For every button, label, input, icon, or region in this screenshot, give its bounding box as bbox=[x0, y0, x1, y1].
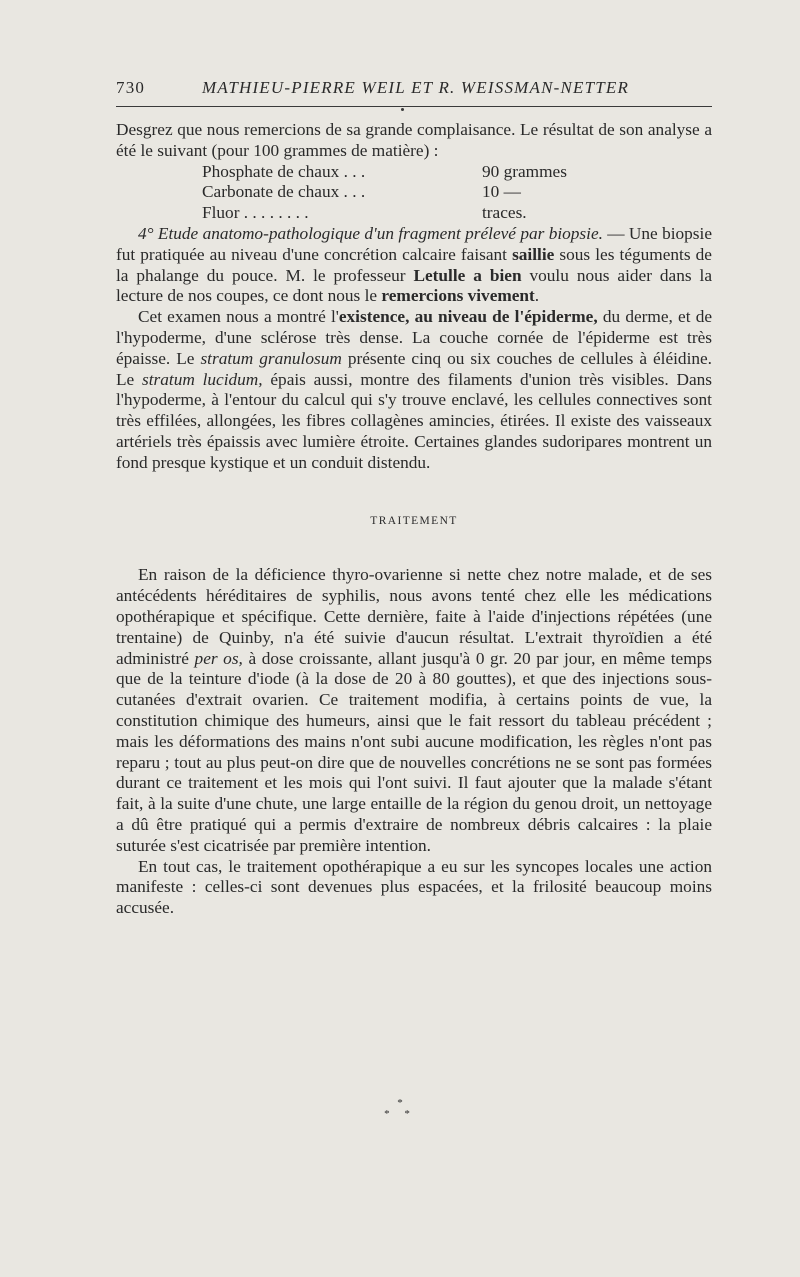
substance-quantity: 90 grammes bbox=[482, 161, 567, 181]
exam-italic-text: stratum lucidum, bbox=[142, 369, 263, 389]
biopsy-text: sous les téguments de la phalange du pouce. M. le professeur bbox=[116, 244, 712, 285]
body-text bbox=[116, 120, 712, 919]
biopsy-text: voulu nous aider dans la lecture de nos coupes, ce dont nous le bbox=[116, 265, 712, 306]
section-heading-traitement: TRAITEMENT bbox=[370, 514, 458, 527]
section-title: Etude anatomo-pathologique d'un fragment prélevé par biopsie. bbox=[157, 223, 603, 243]
exam-text: présente cinq ou six couches de cellules à éléidine. Le bbox=[116, 348, 713, 389]
treatment-paragraph bbox=[116, 565, 712, 856]
conclusion-paragraph: En tout cas, le traitement opothérapique a eu sur les syncopes locales une action manifeste : celles-ci sont devenues plus espacées, et la frilosité beaucoup moins accusée. bbox=[116, 856, 712, 918]
asterism-ornament bbox=[0, 1098, 800, 1120]
biopsy-text: . bbox=[534, 286, 540, 306]
substance-quantity: traces. bbox=[482, 203, 527, 223]
header-rule bbox=[116, 106, 712, 107]
exam-bold-text: existence, au niveau de l'épiderme, bbox=[338, 307, 598, 327]
biopsy-paragraph bbox=[116, 224, 712, 307]
running-title: MATHIEU-PIERRE WEIL ET R. WEISSMAN-NETTER bbox=[202, 78, 630, 97]
analysis-table bbox=[202, 162, 567, 224]
treatment-text: En raison de la déficience thyro-ovarienne si nette chez notre malade, et de ses antécédents héréditaires de syphilis, nous avons tenté chez elle les médications opothérapique et spécifique. Cette dernière, faite à l'aide d'injections répétées (une trentaine) de Quinby, n'a été suivie d'aucun résultat. L'extrait thyroïdien a été administré bbox=[116, 565, 712, 668]
asterism-top: * bbox=[397, 1097, 403, 1109]
biopsy-bold-text: Letulle a bien bbox=[413, 265, 522, 285]
exam-text: du derme, et de l'hypoderme, d'une sclérose très dense. La couche cornée de l'épiderme est très épaisse. Le bbox=[116, 307, 713, 368]
substance-name: Fluor . . . . . . . . bbox=[202, 203, 309, 223]
substance-name: Carbonate de chaux . . . bbox=[202, 182, 366, 202]
exam-paragraph bbox=[116, 307, 712, 473]
analysis-row bbox=[202, 203, 567, 224]
treatment-text: à dose croissante, allant jusqu'à 0 gr. 20 par jour, en même temps que de la teinture d'iode (à la dose de 20 à 80 gouttes), et que des injections sous-cutanées d'extrait ovarien. Ce traitement modifia, à certains points de vue, la constitution chimique des humeurs, ainsi que le fait ressort du tableau précédent ; mais les déformations des mains n'ont subi aucune modification, les règles n'ont pas reparu ; tout au plus peut-on dire que de nouvelles concrétions ne se sont pas formées durant ce traitement et les mois qui l'ont suivi. Il faut ajouter que la malade s'étant fait, à la suite d'une chute, une large entaille de la région du genou droit, un nettoyage a dû être pratiqué qui a permis d'extraire de nombreux débris calcaires : la plaie suturée s'est cicatrisée par première intention. bbox=[116, 648, 713, 855]
exam-text: Cet examen nous a montré l' bbox=[138, 307, 339, 327]
exam-italic-text: stratum granulosum bbox=[200, 348, 342, 368]
biopsy-bold-text: remercions vivement bbox=[381, 286, 535, 306]
page-number: 730 bbox=[116, 78, 146, 97]
biopsy-bold-text: saillie bbox=[512, 244, 555, 264]
header-dot bbox=[401, 108, 404, 111]
substance-name: Phosphate de chaux . . . bbox=[202, 161, 366, 181]
running-head bbox=[116, 70, 712, 104]
analysis-row bbox=[202, 162, 567, 183]
biopsy-text: — Une biopsie fut pratiquée au niveau d'une concrétion calcaire faisant bbox=[116, 223, 713, 264]
treatment-italic-text: per os, bbox=[194, 648, 243, 668]
exam-text: épais aussi, montre des filaments d'union très visibles. Dans l'hypoderme, à l'entour du calcul qui s'y trouve enclavé, les cellules connectives sont très effilées, allongées, les fibres collagènes amincies, étirées. Il existe des vaisseaux artériels très épaissis avec lumière étroite. Certaines glandes sudoripares montrent un fond presque kystique et un conduit distendu. bbox=[116, 369, 713, 472]
intro-paragraph: Desgrez que nous remercions de sa grande complaisance. Le résultat de son analyse a été le suivant (pour 100 grammes de matière) : bbox=[116, 120, 712, 160]
book-page bbox=[116, 70, 712, 919]
section-number: 4° bbox=[138, 223, 154, 243]
analysis-row bbox=[202, 182, 567, 203]
asterism-bottom: * * bbox=[384, 1108, 416, 1120]
substance-quantity: 10 — bbox=[482, 182, 521, 202]
